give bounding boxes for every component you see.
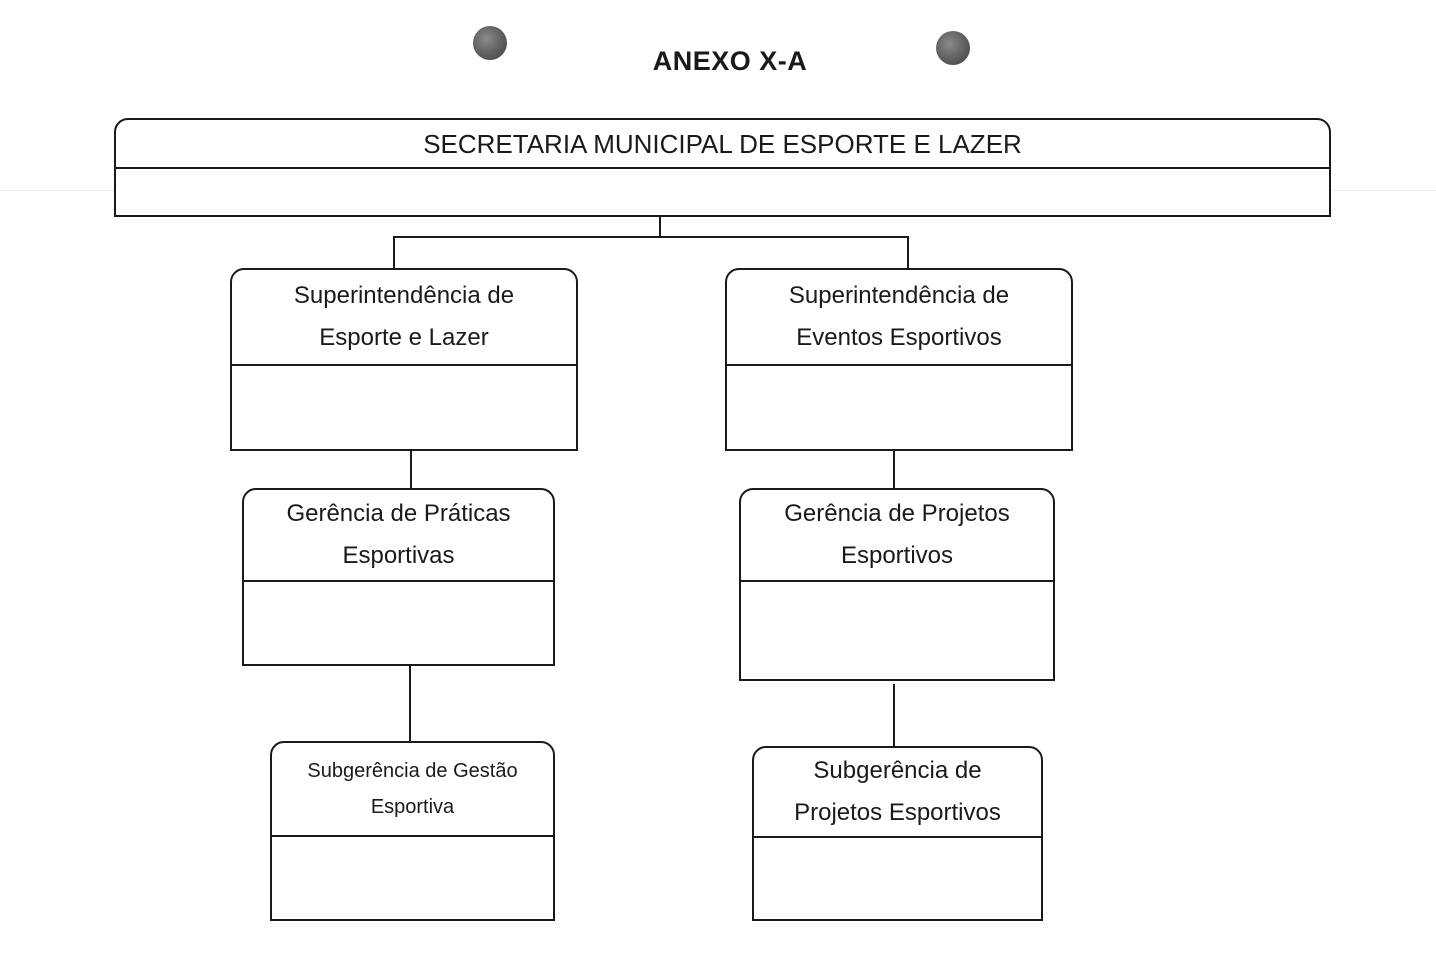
- org-box-superintendencia-esporte-lazer: [230, 268, 578, 451]
- connector-right-ger-sub: [893, 684, 895, 748]
- org-box-subgerencia-gestao-esportiva: [270, 741, 555, 921]
- connector-root-down: [659, 216, 661, 237]
- org-box-label-line2: Esportivas: [342, 542, 455, 569]
- org-box-gerencia-praticas-esportivas: [242, 488, 555, 666]
- org-box-secretaria-header: [116, 120, 1329, 169]
- org-box-label-line2: Projetos Esportivos: [794, 799, 1001, 826]
- org-box-gerencia-projetos-esportivos: [739, 488, 1055, 681]
- org-box-label-line2: Esportiva: [370, 796, 455, 818]
- org-box-label-line2: Esportivos: [840, 542, 954, 569]
- connector-left-down: [393, 236, 395, 270]
- punch-hole-right: [936, 31, 970, 65]
- connector-left-sup-ger: [410, 450, 412, 490]
- org-box-gerencia-projetos-esportivos-header: [741, 490, 1053, 582]
- punch-hole-left: [473, 26, 507, 60]
- org-box-label-line1: Gerência de Práticas: [286, 500, 511, 527]
- org-box-subgerencia-projetos-esportivos: [752, 746, 1043, 921]
- org-box-label-line1: Subgerência de Gestão: [307, 760, 518, 782]
- org-box-secretaria: [114, 118, 1331, 217]
- org-box-superintendencia-eventos-esportivos: [725, 268, 1073, 451]
- org-box-label-line1: Gerência de Projetos: [784, 500, 1010, 527]
- connector-left-ger-sub: [409, 665, 411, 743]
- org-box-superintendencia-esporte-lazer-header: [232, 270, 576, 366]
- org-box-subgerencia-projetos-esportivos-header: [754, 748, 1041, 838]
- org-box-secretaria-label: SECRETARIA MUNICIPAL DE ESPORTE E LAZER: [423, 128, 1022, 159]
- org-box-label-line2: Eventos Esportivos: [796, 324, 1002, 351]
- connector-horizontal: [393, 236, 909, 238]
- org-box-gerencia-praticas-esportivas-header: [244, 490, 553, 582]
- org-box-label-line1: Superintendência de: [293, 282, 515, 309]
- org-box-subgerencia-gestao-esportiva-header: [272, 743, 553, 837]
- connector-right-down: [907, 236, 909, 270]
- document-title: ANEXO X-A: [652, 46, 808, 76]
- connector-right-sup-ger: [893, 450, 895, 490]
- org-box-label-line1: Superintendência de: [788, 282, 1010, 309]
- org-box-label-line1: Subgerência de: [813, 757, 982, 784]
- org-box-label-line2: Esporte e Lazer: [319, 324, 489, 351]
- org-box-superintendencia-eventos-esportivos-header: [727, 270, 1071, 366]
